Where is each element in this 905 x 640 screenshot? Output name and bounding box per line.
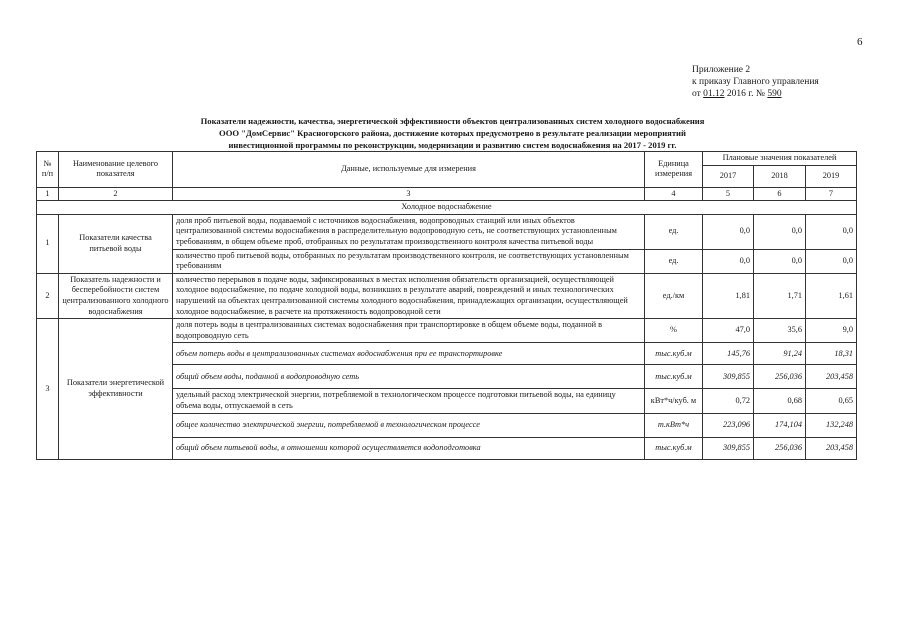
value-2018: 0,0 [754,249,806,273]
value-2018: 35,6 [754,319,806,343]
value-2019: 0,65 [806,389,857,413]
measure-text: общее количество электрической энергии, потребляемой в технологическом процессе [173,413,645,437]
measure-text: доля проб питьевой воды, подаваемой с источников водоснабжения, водопроводных станций или иных объектов централизованной системы водоснабжения в распределительную водопроводную сеть, не соответствующих установленным требованиям, в общем объеме проб, отобранных по результатам производственного контроля качества питьевой воды [173,214,645,249]
table-row [37,319,857,343]
value-2017: 0,72 [703,389,754,413]
appendix-date: 01.12 [703,89,725,99]
value-2018: 256,036 [754,437,806,459]
appendix-block [692,64,819,100]
value-2017: 47,0 [703,319,754,343]
unit-cell: кВт*ч/куб. м [645,389,703,413]
index-cell: 1 [37,187,59,201]
appendix-date-prefix: от [692,89,701,99]
header-unit: Единица измерения [645,152,703,188]
value-2018: 1,71 [754,273,806,318]
appendix-year: 2016 г. [726,89,754,99]
header-year-2018: 2018 [754,165,806,187]
value-2019: 9,0 [806,319,857,343]
index-row [37,187,857,201]
measure-text: общий объем воды, поданной в водопроводную сеть [173,365,645,389]
value-2019: 203,458 [806,437,857,459]
value-2017: 0,0 [703,249,754,273]
header-data: Данные, используемые для измерения [173,152,645,188]
index-cell: 5 [703,187,754,201]
value-2018: 174,104 [754,413,806,437]
index-cell: 4 [645,187,703,201]
unit-cell: тыс.куб.м [645,437,703,459]
unit-cell: ед./км [645,273,703,318]
value-2017: 1,81 [703,273,754,318]
value-2019: 203,458 [806,365,857,389]
value-2017: 145,76 [703,343,754,365]
title-line-3: инвестиционной программы по реконструкции, модернизации и развитию систем водоснабжения на 2017 - 2019 гг. [228,140,677,150]
value-2018: 256,036 [754,365,806,389]
group-number: 2 [37,273,59,318]
value-2018: 0,68 [754,389,806,413]
unit-cell: тыс.куб.м [645,365,703,389]
title-line-2: ООО "ДомСервис" Красногорского района, достижение которых предусмотрено в результате реализации мероприятий [219,128,686,138]
value-2018: 0,0 [754,214,806,249]
value-2019: 132,248 [806,413,857,437]
measure-text: удельный расход электрической энергии, потребляемой в технологическом процессе подготовки питьевой воды, на единицу объема воды, отпускаемой в сеть [173,389,645,413]
measure-text: общий объем питьевой воды, в отношении которой осуществляется водоподготовка [173,437,645,459]
group-name: Показатели энергетической эффективности [59,319,173,459]
value-2017: 309,855 [703,365,754,389]
value-2019: 0,0 [806,249,857,273]
title-line-1: Показатели надежности, качества, энергетической эффективности объектов централизованных систем холодного водоснабжения [200,116,705,126]
unit-cell: тыс.куб.м [645,343,703,365]
table-row [37,273,857,318]
unit-cell: ед. [645,214,703,249]
table-row [37,214,857,249]
page-number: 6 [857,36,863,48]
unit-cell: % [645,319,703,343]
header-name: Наименование целевого показателя [59,152,173,188]
unit-cell: т.кВт*ч [645,413,703,437]
header-num: № п/п [37,152,59,188]
appendix-line-3 [692,88,819,100]
measure-text: количество перерывов в подаче воды, зафиксированных в местах исполнения обязательств организацией, осуществляющей холодное водоснабжение, по подаче холодной воды, возникших в результате аварий, повреждений и иных технологических нарушений на объектах централизованной системы холодного водоснабжения, принадлежащих организации, осуществляющей холодное водоснабжение, в расчете на протяженность водопроводной сети [173,273,645,318]
measure-text: доля потерь воды в централизованных системах водоснабжения при транспортировке в общем объеме воды, поданной в водопроводную сеть [173,319,645,343]
unit-cell: ед. [645,249,703,273]
appendix-number-sign: № [755,89,765,99]
value-2017: 223,096 [703,413,754,437]
index-cell: 3 [173,187,645,201]
index-cell: 6 [754,187,806,201]
group-number: 3 [37,319,59,459]
appendix-number: 590 [767,89,782,99]
appendix-line-2: к приказу Главного управления [692,77,819,87]
value-2018: 91,24 [754,343,806,365]
indicators-table [36,151,857,460]
index-cell: 2 [59,187,173,201]
index-cell: 7 [806,187,857,201]
value-2019: 1,61 [806,273,857,318]
header-year-2019: 2019 [806,165,857,187]
value-2017: 309,855 [703,437,754,459]
header-year-2017: 2017 [703,165,754,187]
value-2017: 0,0 [703,214,754,249]
measure-text: количество проб питьевой воды, отобранных по результатам производственного контроля, не соответствующих установленным требованиям [173,249,645,273]
group-name: Показатель надежности и бесперебойности систем централизованного холодного водоснабжения [59,273,173,318]
value-2019: 18,31 [806,343,857,365]
document-title [40,115,865,151]
section-heading: Холодное водоснабжение [37,201,857,215]
measure-text: объем потерь воды в централизованных системах водоснабжения при ее транспортировке [173,343,645,365]
value-2019: 0,0 [806,214,857,249]
appendix-line-1: Приложение 2 [692,65,751,75]
group-name: Показатели качества питьевой воды [59,214,173,273]
group-number: 1 [37,214,59,273]
header-planned: Плановые значения показателей [703,152,857,166]
